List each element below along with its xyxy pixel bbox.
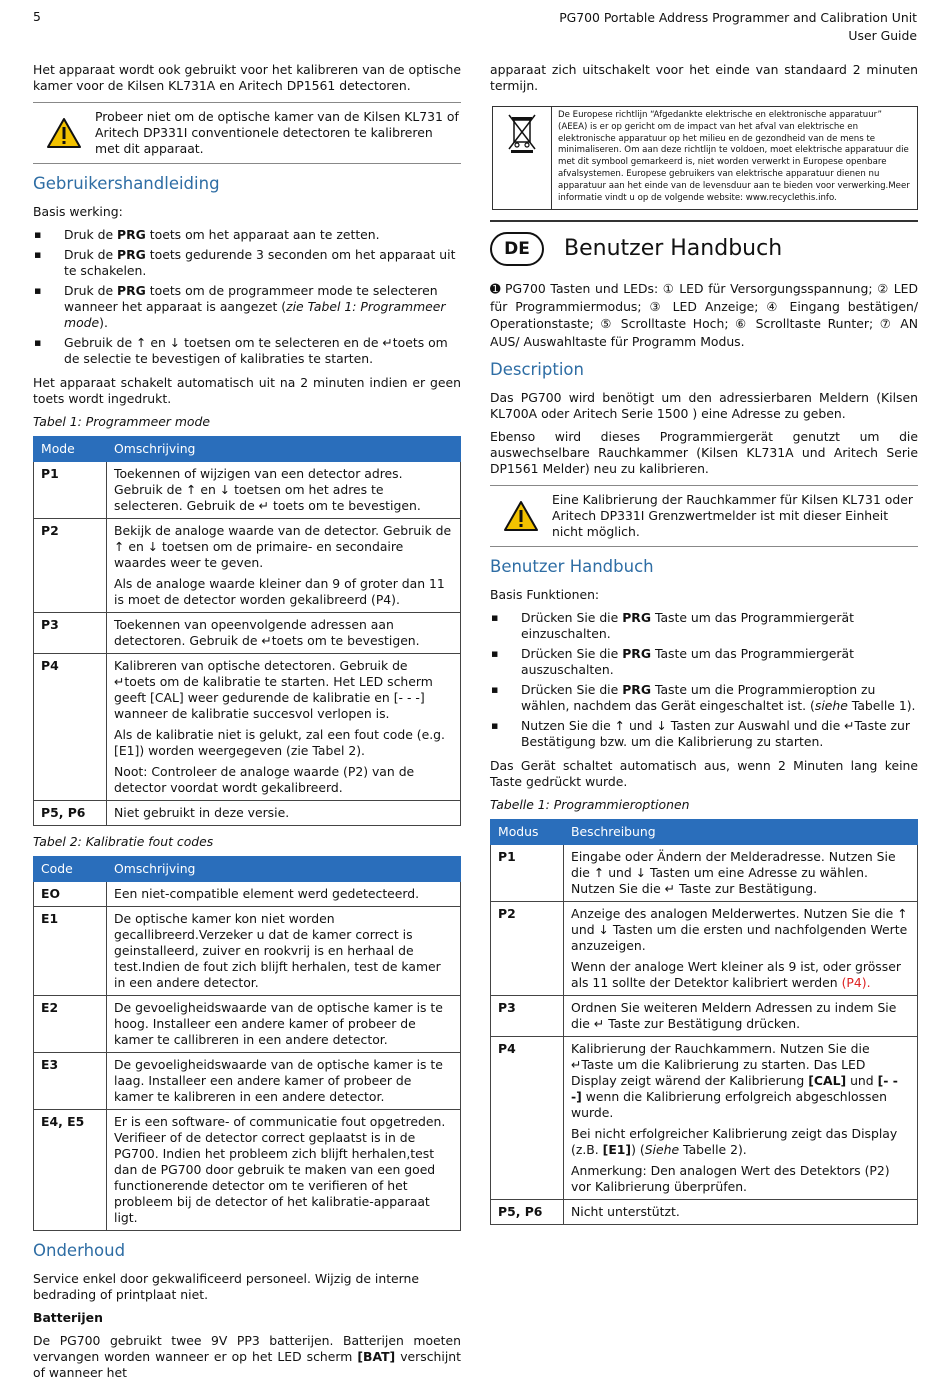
nl-table2-caption: Tabel 2: Kalibratie fout codes xyxy=(33,834,214,849)
warning-icon xyxy=(33,117,95,149)
nl-basis: Basis werking: xyxy=(33,204,123,219)
weee-bin-icon xyxy=(493,107,552,209)
table-row: P4 Kalibreren van optische detectoren. Gebruik de ↵toets om de kalibratie te starten. Het LED scherm geeft [CAL] weer gedurende de kalibratie en [- - -] wanneer de kalibratie succesvol verlopen is. Als de kalibratie niet is gelukt, zal een fout code (e.g. [E1]) worden weergegeven (zie Tabel 2). Noot: Controleer de analoge waarde (P2) van de detector voordat wordt gekalibreerd. xyxy=(34,654,461,801)
nl-batteries-heading: Batterijen xyxy=(33,1310,103,1325)
table-row: P3 Toekennen van opeenvolgende adressen aan detectoren. Gebruik de ↵toets om te bevestigen. xyxy=(34,613,461,654)
de-table-caption: Tabelle 1: Programmieroptionen xyxy=(490,797,690,812)
de-section-title: Benutzer Handbuch xyxy=(564,236,783,261)
de-heading-manual: Benutzer Handbuch xyxy=(490,557,654,576)
table-header: Omschrijving xyxy=(107,437,461,462)
de-section-header xyxy=(490,232,918,266)
left-column xyxy=(33,62,461,1388)
de-basis: Basis Funktionen: xyxy=(490,587,600,602)
de-warning-box xyxy=(490,485,918,547)
table-row: P5, P6 Niet gebruikt in deze versie. xyxy=(34,801,461,826)
table-header: Code xyxy=(34,857,107,882)
de-heading-description: Description xyxy=(490,360,584,379)
list-item: ▪ Nutzen Sie die ↑ und ↓ Tasten zur Auswahl und die ↵Taste zur Bestätigung bzw. um die Kalibrierung zu starten. xyxy=(490,718,918,750)
table-row: P1 Toekennen of wijzigen van een detector adres. Gebruik de ↑ en ↓ toetsen om het adres te selecteren. Gebruik de ↵ toets om te bevestigen. xyxy=(34,462,461,519)
list-item: ▪ Druk de PRG toets gedurende 3 seconden om het apparaat uit te schakelen. xyxy=(33,247,461,279)
table-row: E1 De optische kamer kon niet worden gecallibreerd.Verzeker u dat de kamer correct is geinstalleerd, zuiver en rookvrij is en herhaal de test.Indien de fout zich blijft herhalen, test de kamer in een andere detector. xyxy=(34,907,461,996)
table-row: E4, E5 Er is een software- of communicatie fout opgetreden. Verifieer of de detector correct geplaatst is in de PG700. Indien het probleem zich blijft herhalen,test dan de PG700 door gebruik te maken van een goed functionerende detector om te verifieren of het probleem bij de detector of het kalibratie-apparaat ligt. xyxy=(34,1110,461,1231)
table-header: Beschreibung xyxy=(564,820,918,845)
nl-maintenance-text: Service enkel door gekwalificeerd personeel. Wijzig de interne bedrading of printplaat niet. xyxy=(33,1271,420,1302)
page-number: 5 xyxy=(33,9,41,24)
table-header: Modus xyxy=(491,820,564,845)
de-table-programmieroptionen xyxy=(490,819,918,1225)
nl-warning-box xyxy=(33,102,461,164)
document-title-line2: User Guide xyxy=(848,28,917,43)
nl-table-kalibratie-fout-codes xyxy=(33,856,461,1231)
language-badge: DE xyxy=(490,232,544,266)
nl-table-programmeer-mode xyxy=(33,436,461,826)
list-item: ▪ Drücken Sie die PRG Taste um die Programmieroption zu wählen, nachdem das Gerät eingeschaltet ist. (siehe Tabelle 1). xyxy=(490,682,918,714)
warning-icon xyxy=(490,500,552,532)
table-row: P3 Ordnen Sie weiteren Meldern Adressen zu indem Sie die ↵ Taste zur Bestätigung drücken. xyxy=(491,996,918,1037)
section-divider xyxy=(490,220,918,222)
table-row: E2 De gevoeligheidswaarde van de optische kamer is te hoog. Installeer een andere kamer of probeer de kamer te callibreren in een andere detector. xyxy=(34,996,461,1053)
list-item: ▪ Druk de PRG toets om het apparaat aan te zetten. xyxy=(33,227,461,243)
right-column xyxy=(490,62,918,1233)
document-title-line1: PG700 Portable Address Programmer and Calibration Unit xyxy=(559,10,917,25)
nl-intro: Het apparaat wordt ook gebruikt voor het kalibreren van de optische kamer voor de Kilsen KL731A en Aritech DP1561 detectoren. xyxy=(33,62,461,93)
table-row: P5, P6 Nicht unterstützt. xyxy=(491,1200,918,1225)
table-row: P4 Kalibrierung der Rauchkammern. Nutzen Sie die ↵Taste um die Kalibrierung zu starten. Das LED Display zeigt wärend der Kalibrierung [CAL] und [- - -] wenn die Kalibrierung erfolgreich abgeschlossen wurde. Bei nicht erfolgreicher Kalibrierung zeigt das Display (z.B. [E1]) (Siehe Tabelle 2). Anmerkung: Den analogen Wert des Detektors (P2) vor Kalibrierung überprüfen. xyxy=(491,1037,918,1200)
table-row: EO Een niet-compatible element werd gedetecteerd. xyxy=(34,882,461,907)
de-bullet-list xyxy=(490,610,918,750)
nl-bullet-list xyxy=(33,227,461,367)
weee-notice-box xyxy=(492,106,918,210)
list-item: ▪ Drücken Sie die PRG Taste um das Programmiergerät auszuschalten. xyxy=(490,646,918,678)
de-auto-off: Das Gerät schaltet automatisch aus, wenn 2 Minuten lang keine Taste gedrückt wurde. xyxy=(490,758,918,789)
nl-batteries-text: De PG700 gebruikt twee 9V PP3 batterijen. Batterijen moeten vervangen worden wanneer er op het LED scherm [BAT] verschijnt of wanneer het xyxy=(33,1333,461,1380)
document-title xyxy=(559,9,917,45)
list-item: ▪ Gebruik de ↑ en ↓ toetsen om te selecteren en de ↵toets om de selectie te bevestigen of kalibraties te starten. xyxy=(33,335,461,367)
table-header: Omschrijving xyxy=(107,857,461,882)
list-item: ▪ Druk de PRG toets om de programmeer mode te selecteren wanneer het apparaat is aangezet (zie Tabel 1: Programmeer mode). xyxy=(33,283,461,331)
nl-auto-off: Het apparaat schakelt automatisch uit na 2 minuten indien er geen toets wordt ingedrukt. xyxy=(33,375,461,406)
nl-table1-caption: Tabel 1: Programmeer mode xyxy=(33,414,210,429)
table-row: P2 Bekijk de analoge waarde van de detector. Gebruik de ↑ en ↓ toetsen om de primaire- en secondaire waardes weer te geven. Als de analoge waarde kleiner dan 9 of groter dan 11 is moet de detector worden gekalibreerd (P4). xyxy=(34,519,461,613)
table-row: P2 Anzeige des analogen Melderwertes. Nutzen Sie die ↑ und ↓ Tasten um die ersten und nachfolgenden Werte anzuzeigen. Wenn der analoge Wert kleiner als 9 ist, oder grösser als 11 sollte der Detektor kalibriert werden (P4). xyxy=(491,902,918,996)
nl-heading-manual: Gebruikershandleiding xyxy=(33,174,220,193)
de-warning-text: Eine Kalibrierung der Rauchkammer für Kilsen KL731 oder Aritech DP331I Grenzwertmelder ist mit dieser Einheit nicht möglich. xyxy=(552,492,913,539)
nl-continuation: apparaat zich uitschakelt voor het einde van standaard 2 minuten termijn. xyxy=(490,62,918,93)
weee-text: De Europese richtlijn “Afgedankte elektrische en elektronische apparatuur” (AEEA) is er op gericht om de impact van het afval van elektrische en elektronische apparatuur op het milieu en de gezondheid van de mens te minimaliseren. Om aan deze richtlijn te voldoen, moet elektrische apparatuur die met dit symbool gemarkeerd is, niet worden verwerkt in Europese openbare afvalsystemen. Europese gebruikers van elektrische apparatuur dienen nu apparatuur aan het einde van de levensduur aan te bieden voor verwerking.Meer informatie vindt u op de volgende website: www.recyclethis.info. xyxy=(558,110,910,203)
de-description-2: Ebenso wird dieses Programmiergerät genutzt um die auswechselbare Rauchkammer (Kilsen KL731A und Aritech Serie DP1561 Melder) neu zu kalibrieren. xyxy=(490,429,918,476)
table-row: E3 De gevoeligheidswaarde van de optische kamer is te laag. Installeer een andere kamer of probeer de kamer te kalibreren in een andere detector. xyxy=(34,1053,461,1110)
table-header: Mode xyxy=(34,437,107,462)
de-description-1: Das PG700 wird benötigt um den adressierbaren Meldern (Kilsen KL700A oder Aritech Serie 1500 ) eine Adresse zu geben. xyxy=(490,390,918,421)
list-item: ▪ Drücken Sie die PRG Taste um das Programmiergerät einzuschalten. xyxy=(490,610,918,642)
table-row: P1 Eingabe oder Ändern der Melderadresse. Nutzen Sie die ↑ und ↓ Tasten um eine Adresse zu wählen. Nutzen Sie die ↵ Taste zur Bestätigung. xyxy=(491,845,918,902)
de-legend: ➊ PG700 Tasten und LEDs: ① LED für Versorgungsspannung; ② LED für Programmiermodus; ③ LED Anzeige; ④ Eingang bestätigen/ Operationstaste; ⑤ Scrolltaste Hoch; ⑥ Scrolltaste Runter; ⑦ AN AUS/ Auswahltaste für Programm Modus. xyxy=(490,281,918,349)
nl-heading-maintenance: Onderhoud xyxy=(33,1241,126,1260)
nl-warning-text: Probeer niet om de optische kamer van de Kilsen KL731 of Aritech DP331I conventionele detectoren te kalibreren met dit apparaat. xyxy=(95,109,459,156)
